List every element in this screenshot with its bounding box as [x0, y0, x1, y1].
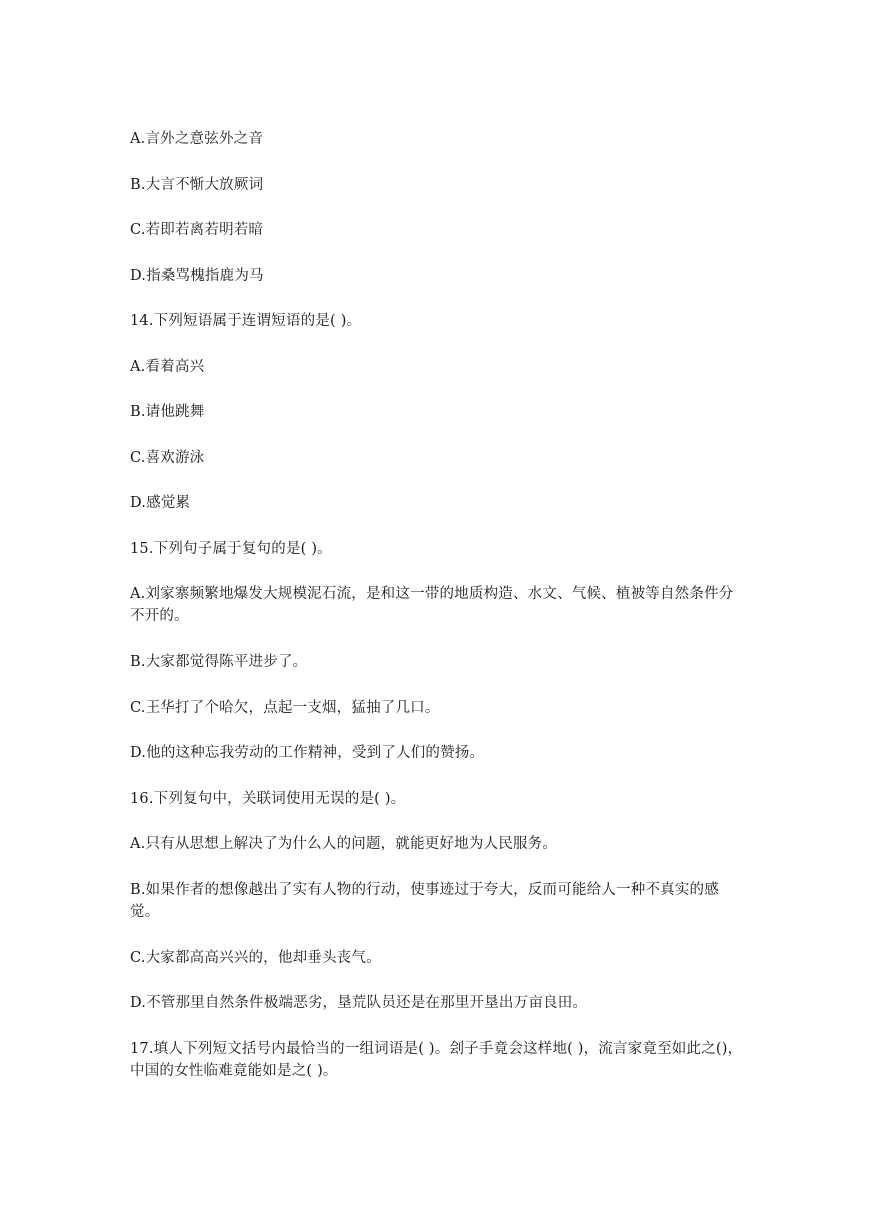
q14-option-d: D.感觉累: [130, 495, 191, 511]
q13-option-d: D.指桑骂槐指鹿为马: [130, 268, 264, 284]
q15-option-c: C.王华打了个哈欠，点起一支烟，猛抽了几口。: [130, 700, 440, 716]
q15-option-d: D.他的这种忘我劳动的工作精神，受到了人们的赞扬。: [130, 745, 485, 761]
q16-question: 16.下列复句中，关联词使用无误的是( )。: [130, 791, 406, 807]
q14-question: 14.下列短语属于连谓短语的是( )。: [130, 313, 362, 329]
q13-option-a: A.言外之意弦外之音: [130, 131, 264, 147]
q14-option-c: C.喜欢游泳: [130, 450, 205, 466]
q16-option-c: C.大家都高高兴兴的，他却垂头丧气。: [130, 950, 381, 966]
q14-option-b: B.请他跳舞: [130, 404, 205, 420]
q13-option-b: B.大言不惭大放厥词: [130, 177, 264, 193]
q15-question: 15.下列句子属于复句的是( )。: [130, 541, 332, 557]
q14-option-a: A.看着高兴: [130, 359, 205, 375]
q17-question: 17.填人下列短文括号内最恰当的一组词语是( )。刽子手竟会这样地( )，流言家竟至如此之()，中国的女性临难竟能如是之( )。: [130, 1041, 743, 1079]
q16-option-b: B.如果作者的想像越出了实有人物的行动，使事迹过于夸大，反而可能给人一种不真实的感觉。: [130, 882, 719, 920]
q15-option-b: B.大家都觉得陈平进步了。: [130, 654, 308, 670]
q13-option-c: C.若即若离若明若暗: [130, 222, 264, 238]
q16-option-d: D.不管那里自然条件极端恶劣，垦荒队员还是在那里开垦出万亩良田。: [130, 995, 588, 1011]
q16-option-a: A.只有从思想上解决了为什么人的问题，就能更好地为人民服务。: [130, 836, 558, 852]
q15-option-a: A.刘家寨频繁地爆发大规模泥石流，是和这一带的地质构造、水文、气候、植被等自然条件分不开的。: [130, 586, 734, 624]
